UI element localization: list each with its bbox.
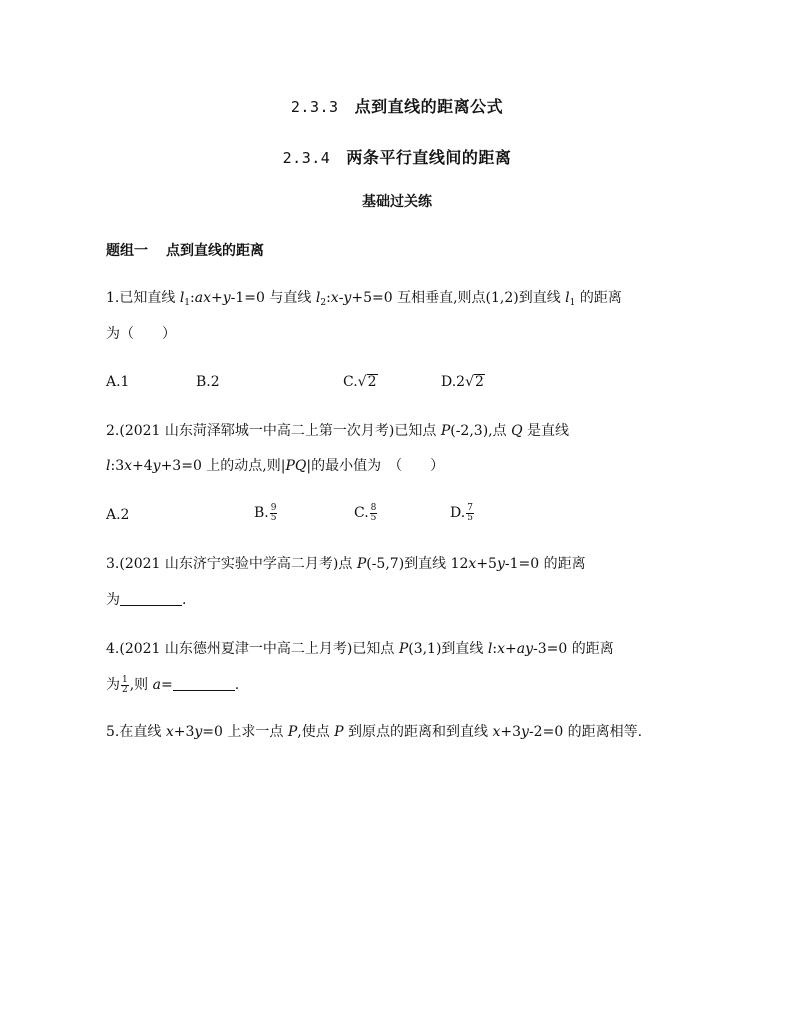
question-1-line-2: 为（ ） bbox=[106, 326, 176, 342]
q2-option-c: C. $\frac{8}{5}$ bbox=[354, 502, 377, 523]
question-3-line-2: 为 . bbox=[106, 592, 187, 608]
question-1-line-1: 1.已知直线 $l_1:ax+y-1=0$ 与直线 $l_2:x-y+5=0$ 互相垂直,则点(1,2)到直线 $l_1$ 的距离 bbox=[106, 290, 622, 308]
q2-option-a: A.2 bbox=[106, 507, 130, 523]
question-5-line-1: 5.在直线 x+3y=0 上求一点 P,使点 P 到原点的距离和到直线 x+3y-2=0 的距离相等. bbox=[106, 724, 643, 740]
question-2-line-1: 2.(2021 山东菏泽郓城一中高二上第一次月考)已知点 P(-2,3),点 Q 是直线 bbox=[106, 423, 569, 439]
sqrt-symbol: √2 bbox=[465, 374, 484, 390]
answer-blank[interactable] bbox=[173, 676, 235, 691]
question-3-line-1: 3.(2021 山东济宁实验中学高二月考)点 P(-5,7)到直线 12x+5y-1=0 的距离 bbox=[106, 556, 586, 572]
fraction: $\frac{1}{2}$ bbox=[122, 674, 128, 695]
q1-option-b: B.2 bbox=[196, 374, 220, 390]
question-4-line-2: 为 $\frac{1}{2}$ ,则 a= . bbox=[106, 674, 240, 695]
fraction: $\frac{8}{5}$ bbox=[370, 502, 377, 523]
sqrt-symbol: √2 bbox=[357, 374, 377, 390]
group-title: 点到直线的距离 bbox=[166, 243, 264, 259]
section-number-1: 2.3.3 bbox=[290, 98, 339, 116]
question-2-line-2: l:3x+4y+3=0 上的动点,则|PQ|的最小值为 （ ） bbox=[106, 458, 445, 474]
section-title-1 bbox=[0, 94, 794, 117]
answer-blank[interactable] bbox=[120, 591, 182, 606]
q2-option-b: B. $\frac{9}{5}$ bbox=[254, 502, 277, 523]
question-group-heading bbox=[106, 240, 264, 260]
q1-option-a: A.1 bbox=[106, 374, 130, 390]
exercise-level-heading: 基础过关练 bbox=[362, 194, 432, 210]
section-title-2 bbox=[0, 145, 794, 168]
q2-option-d: D. $\frac{7}{5}$ bbox=[450, 502, 473, 523]
q1-option-d: D.2√2 bbox=[441, 374, 484, 390]
fraction: $\frac{9}{5}$ bbox=[270, 502, 277, 523]
question-4-line-1: 4.(2021 山东德州夏津一中高二上月考)已知点 P(3,1)到直线 l:x+ay-3=0 的距离 bbox=[106, 641, 614, 657]
group-label: 题组一 bbox=[106, 243, 148, 259]
section-title-2-text: 两条平行直线间的距离 bbox=[346, 148, 512, 167]
q1-option-c: C.√2 bbox=[343, 374, 377, 390]
fraction: $\frac{7}{5}$ bbox=[467, 502, 473, 523]
section-title-1-text: 点到直线的距离公式 bbox=[354, 97, 504, 116]
section-number-2: 2.3.4 bbox=[282, 149, 331, 167]
